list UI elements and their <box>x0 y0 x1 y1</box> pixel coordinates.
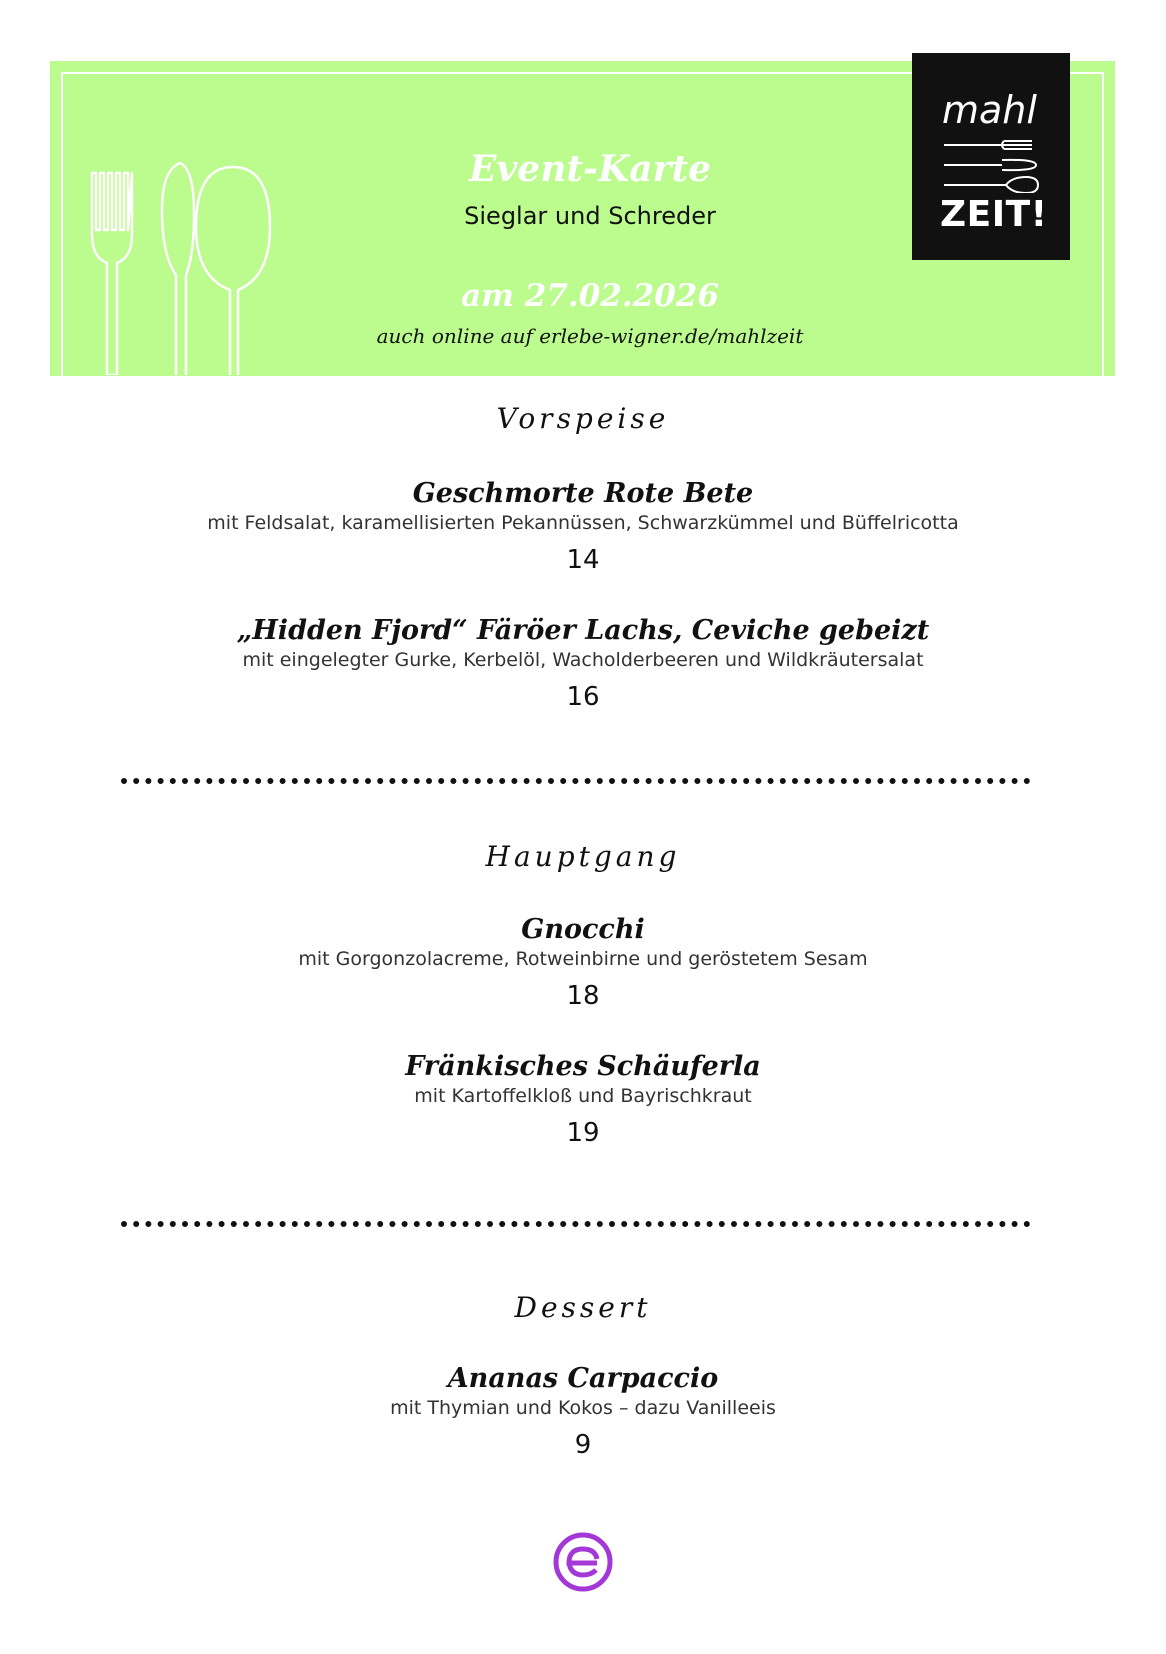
knife-icon <box>162 163 194 375</box>
section-title-vorspeise: Vorspeise <box>496 402 670 435</box>
dish-price: 18 <box>566 981 600 1011</box>
dotted-divider <box>120 1220 1040 1228</box>
event-title: Event-Karte <box>468 148 712 190</box>
dish-price: 9 <box>574 1430 592 1460</box>
dish-item <box>0 477 1166 577</box>
dish-name: Ananas Carpaccio <box>447 1363 719 1394</box>
dish-name: Geschmorte Rote Bete <box>412 478 754 509</box>
dish-name: „Hidden Fjord“ Färöer Lachs, Ceviche gebeizt <box>236 615 930 646</box>
dish-item <box>0 913 1166 1013</box>
spoon-icon <box>196 167 270 375</box>
cutlery-icon <box>70 105 300 375</box>
fork-icon <box>92 173 132 375</box>
dish-item <box>0 1362 1166 1462</box>
logo-zeit-text: ZEIT! <box>940 194 1048 235</box>
dish-description: mit Kartoffelkloß und Bayrischkraut <box>414 1085 752 1107</box>
dish-description: mit Feldsalat, karamellisierten Pekannüssen, Schwarzkümmel und Büffelricotta <box>207 512 959 534</box>
dish-price: 14 <box>566 545 600 575</box>
dish-name: Fränkisches Schäuferla <box>405 1051 761 1082</box>
dish-name: Gnocchi <box>521 914 645 945</box>
logo-mahl-text: mahl <box>942 88 1037 132</box>
dish-price: 16 <box>566 682 600 712</box>
brand-e-logo-icon <box>550 1529 616 1595</box>
dish-price: 19 <box>566 1118 600 1148</box>
utensils-icon <box>942 137 1042 193</box>
dish-description: mit Gorgonzolacreme, Rotweinbirne und geröstetem Sesam <box>298 948 868 970</box>
event-date: am 27.02.2026 <box>461 278 719 314</box>
section-title-hauptgang: Hauptgang <box>485 840 681 873</box>
section-title-dessert: Dessert <box>514 1291 652 1324</box>
event-subtitle: Sieglar und Schreder <box>464 202 716 230</box>
dish-item <box>0 1050 1166 1150</box>
dotted-divider <box>120 777 1040 785</box>
dish-description: mit Thymian und Kokos – dazu Vanilleeis <box>390 1397 776 1419</box>
mahlzeit-logo <box>912 53 1070 260</box>
online-link[interactable]: auch online auf erlebe-wigner.de/mahlzeit <box>376 324 804 348</box>
dish-description: mit eingelegter Gurke, Kerbelöl, Wacholderbeeren und Wildkräutersalat <box>242 649 924 671</box>
dish-item <box>0 614 1166 714</box>
